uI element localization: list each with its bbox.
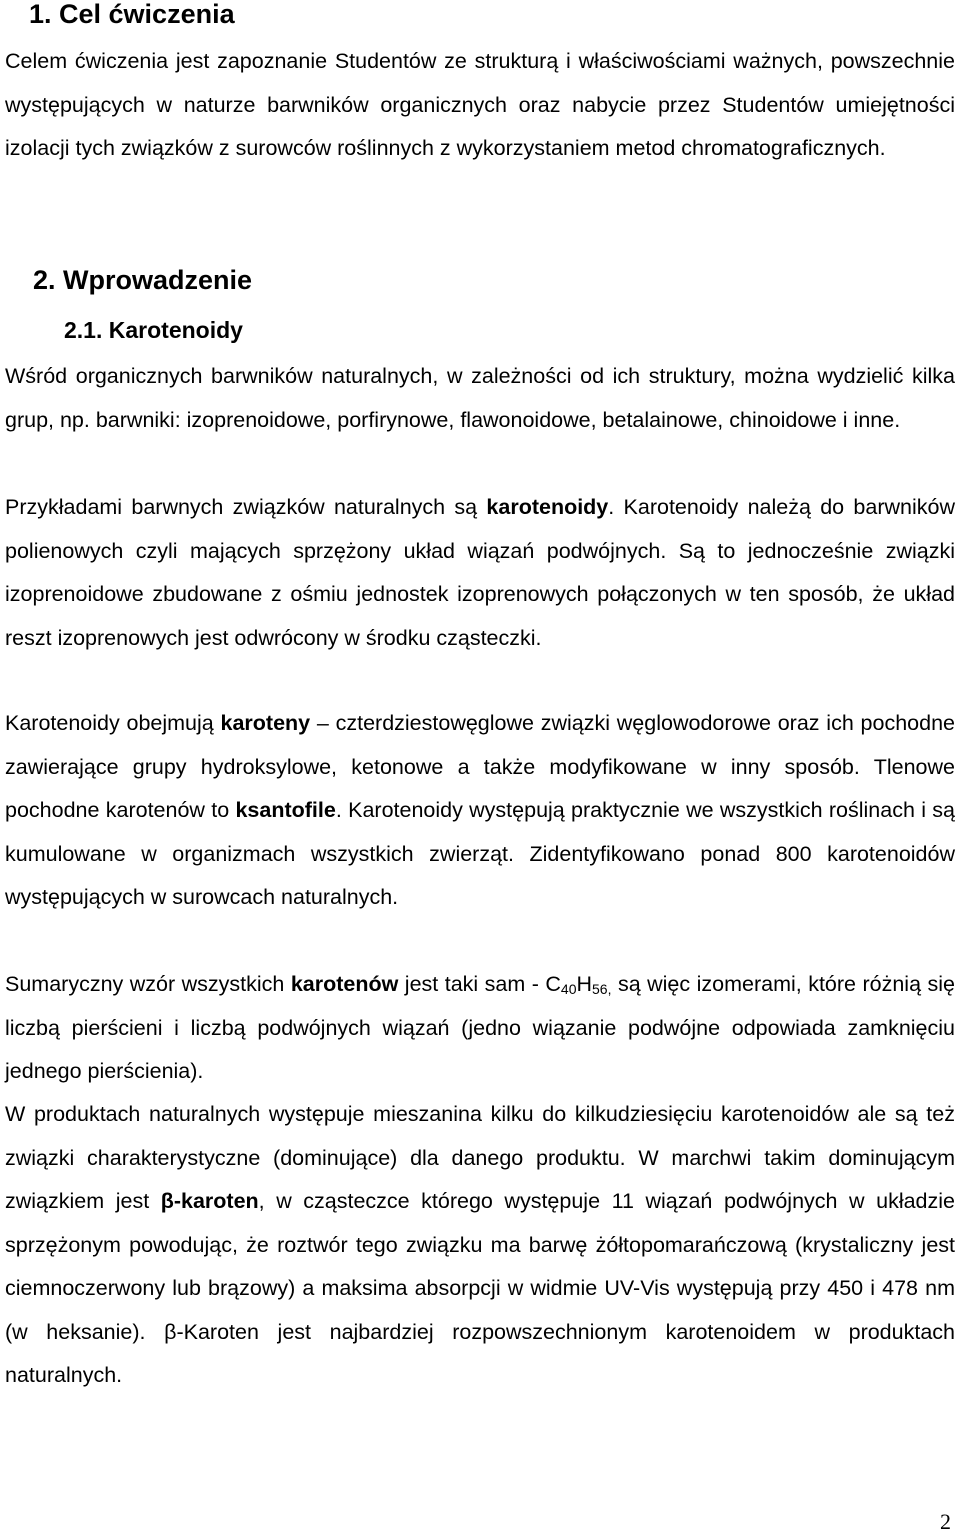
text-run: . Karotenoidy występują praktycznie we wszystkich roślinach i są kumulowane w organizmach wszystkich zwierząt. Zidentyfikowano ponad 800 karotenoidów występujących w surowcach naturalnych. xyxy=(5,798,956,909)
term-karotenoidy: karotenoidy xyxy=(486,495,609,519)
page-number: 2 xyxy=(940,1509,951,1534)
section-1-paragraph: Celem ćwiczenia jest zapoznanie Studentów ze strukturą i właściwościami ważnych, powszechnie występujących w naturze barwników organicznych oraz nabycie przez Studentów umiejętności izolacji tych związków z surowców roślinnych z wykorzystaniem metod chromatograficznych. xyxy=(5,49,955,160)
term-karotenow: karotenów xyxy=(290,972,399,996)
section-2-heading: 2. Wprowadzenie xyxy=(33,265,253,295)
text-run: , w cząsteczce którego występuje 11 wiązań podwójnych w układzie sprzężonym powodując, że roztwór tego związku ma barwę żółtopomarańczową (krystaliczny jest ciemnoczerwony lub brązowy) a maksima absorpcji w widmie UV-Vis występują przy 450 i 478 nm (w heksanie). β-Karoten jest najbardziej rozpowszechnionym karotenoidem w produktach naturalnych. xyxy=(5,1189,955,1387)
text-run: Karotenoidy obejmują xyxy=(5,711,221,735)
paragraph-intro: Wśród organicznych barwników naturalnych, w zależności od ich struktury, można wydzielić kilka grup, np. barwniki: izoprenoidowe, porfirynowe, flawonoidowe, betalainowe, chinoidowe i inne. xyxy=(5,364,955,432)
term-beta-karoten: β-karoten xyxy=(160,1189,259,1213)
section-2-1-heading: 2.1. Karotenoidy xyxy=(64,317,243,343)
text-run: Przykładami barwnych związków naturalnych są xyxy=(5,495,487,519)
term-karoteny: karoteny xyxy=(220,711,311,735)
text-run: Sumaryczny wzór wszystkich xyxy=(5,972,291,996)
text-run: H xyxy=(576,972,593,996)
subscript-40: 40 xyxy=(560,981,577,997)
section-1-heading: 1. Cel ćwiczenia xyxy=(29,0,235,29)
text-run: . Karotenoidy należą do barwników polienowych czyli mających sprzężony układ wiązań podwójnych. Są to jednocześnie związki izoprenoidowe zbudowane z ośmiu jednostek izoprenowych połączonych w ten sposób, że układ reszt izoprenowych jest odwrócony w środku cząsteczki. xyxy=(5,495,955,650)
text-run: – czterdziestowęglowe związki węglowodorowe oraz ich pochodne zawierające grupy hydroksylowe, ketonowe a także modyfikowane w inny sposób. Tlenowe pochodne karotenów to xyxy=(5,711,955,822)
text-run: są więc izomerami, które różnią się liczbą pierścieni i liczbą podwójnych wiązań (jedno wiązanie podwójne odpowiada zamknięciu jednego pierścienia). xyxy=(5,972,955,1083)
text-run: jest taki sam - C xyxy=(398,972,561,996)
paragraph-sumaryczny-wzor xyxy=(5,963,955,1094)
term-ksantofile: ksantofile xyxy=(235,798,336,822)
text-run: W produktach naturalnych występuje mieszanina kilku do kilkudziesięciu karotenoidów ale są też związki charakterystyczne (dominujące) dla danego produktu. W marchwi takim dominującym związkiem jest xyxy=(5,1102,955,1213)
paragraph-produkty-naturalne xyxy=(5,1093,955,1398)
paragraph-karotenoidy xyxy=(5,486,955,660)
paragraph-karoteny xyxy=(5,702,955,920)
subscript-56: 56, xyxy=(592,981,612,997)
